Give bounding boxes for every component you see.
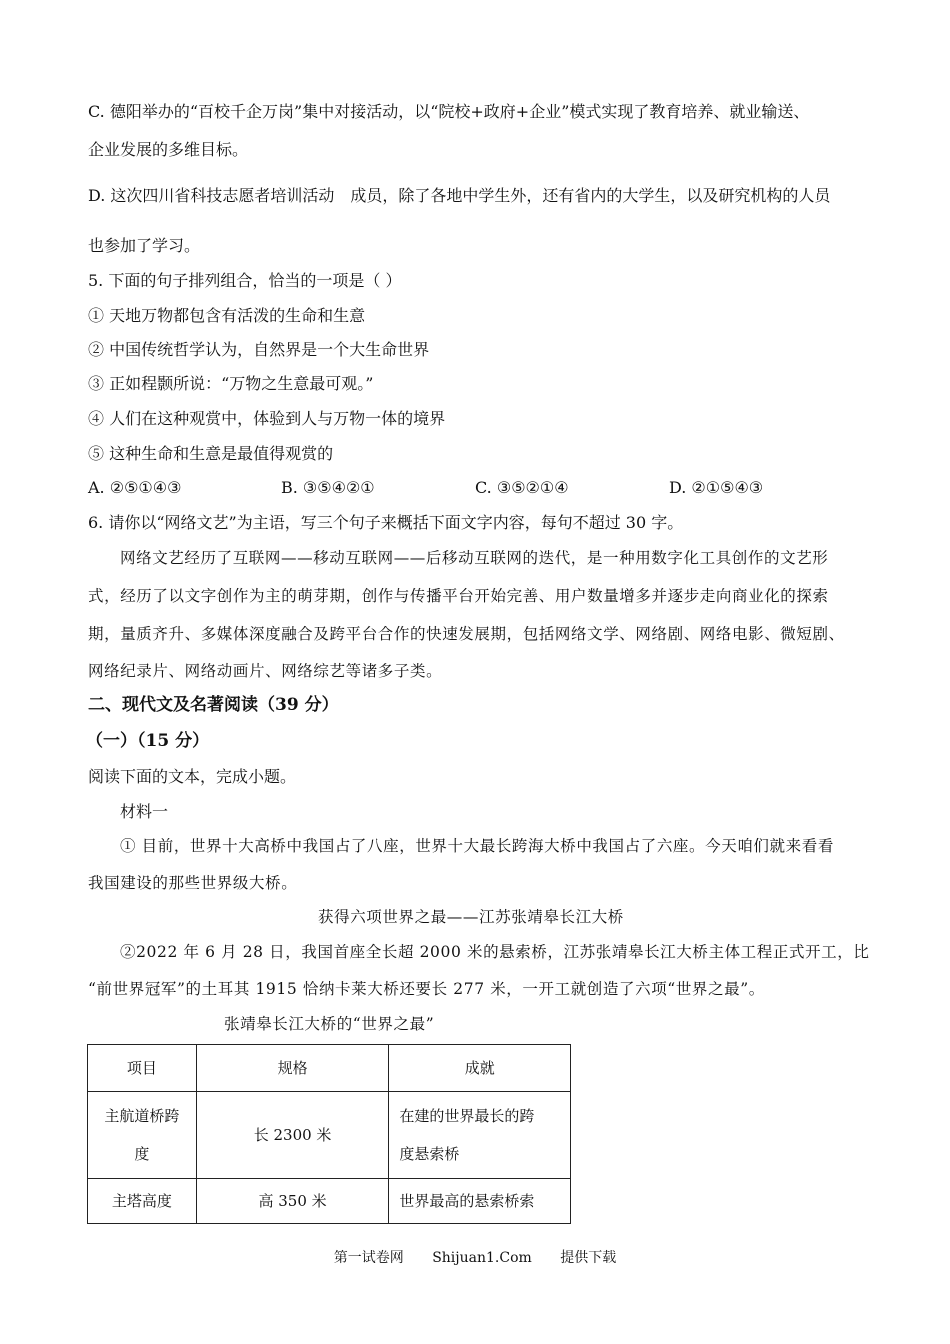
option-d-line1: D. 这次四川省科技志愿者培训活动 成员，除了各地中学生外，还有省内的大学生，以及研究机构的人员 — [88, 186, 831, 205]
subsection-heading: （一）（15 分） — [86, 731, 210, 751]
table-cell-spec: 长 2300 米 — [196, 1092, 389, 1179]
material-p1-line1: ① 目前，世界十大高桥中我国占了八座，世界十大最长跨海大桥中我国占了六座。今天咱们就来看看 — [120, 837, 834, 855]
footer-domain-link[interactable]: Shijuan1.Com — [432, 1250, 532, 1266]
table-row — [88, 1179, 571, 1224]
table-header-row — [88, 1045, 571, 1092]
q5-option-a: A. ②⑤①④③ — [88, 478, 182, 497]
footer-site-name: 第一试卷网 — [333, 1250, 404, 1266]
material-p2-line1: ②2022 年 6 月 28 日，我国首座全长超 2000 米的悬索桥，江苏张靖皋长江大桥主体工程正式开工，比 — [120, 943, 870, 961]
section-heading: 二、现代文及名著阅读（39 分） — [88, 695, 339, 715]
table-cell-achievement: 在建的世界最长的跨 度悬索桥 — [389, 1092, 571, 1179]
material-p2-line2: “前世界冠军”的土耳其 1915 恰纳卡莱大桥还要长 277 米，一开工就创造了六项“世界之最”。 — [88, 980, 765, 998]
table-cell-achievement: 世界最高的悬索桥索 — [389, 1179, 571, 1224]
table-row — [88, 1092, 571, 1179]
q5-item-4: ④ 人们在这种观赏中，体验到人与万物一体的境界 — [88, 409, 446, 428]
question-6-stem: 6. 请你以“网络文艺”为主语，写三个句子来概括下面文字内容，每句不超过 30 字。 — [88, 513, 684, 532]
option-c-line1: C. 德阳举办的“百校千企万岗”集中对接活动，以“院校+政府+企业”模式实现了教育培养、就业输送、 — [88, 102, 810, 121]
q5-item-5: ⑤ 这种生命和生意是最值得观赏的 — [88, 444, 334, 463]
option-c-line2: 企业发展的多维目标。 — [88, 140, 249, 159]
q5-option-c: C. ③⑤②①④ — [475, 478, 569, 497]
material-subtitle: 获得六项世界之最——江苏张靖皋长江大桥 — [318, 908, 624, 926]
table-cell-item: 主塔高度 — [88, 1179, 197, 1224]
table-header-achievement: 成就 — [389, 1045, 571, 1092]
q5-option-b: B. ③⑤④②① — [281, 478, 375, 497]
question-5-stem: 5. 下面的句子排列组合，恰当的一项是（ ） — [88, 271, 402, 290]
page-footer — [0, 1247, 950, 1267]
reading-instruction: 阅读下面的文本，完成小题。 — [88, 767, 297, 786]
table-cell-spec: 高 350 米 — [196, 1179, 389, 1224]
q5-item-3: ③ 正如程颢所说：“万物之生意最可观。” — [88, 374, 374, 393]
material-p1-line2: 我国建设的那些世界级大桥。 — [88, 874, 298, 892]
q6-text-line1: 网络文艺经历了互联网——移动互联网——后移动互联网的迭代，是一种用数字化工具创作的文艺形 — [120, 549, 829, 567]
q5-option-d: D. ②①⑤④③ — [669, 478, 764, 497]
q5-item-1: ① 天地万物都包含有活泼的生命和生意 — [88, 306, 366, 325]
q6-text-line3: 期，量质齐升、多媒体深度融合及跨平台合作的快速发展期，包括网络文学、网络剧、网络电影、微短剧、 — [88, 625, 845, 643]
table-header-spec: 规格 — [196, 1045, 389, 1092]
option-d-line2: 也参加了学习。 — [88, 236, 201, 255]
table-cell-item: 主航道桥跨 度 — [88, 1092, 197, 1179]
world-records-table — [87, 1044, 571, 1224]
footer-note: 提供下载 — [560, 1250, 617, 1266]
table-title: 张靖皋长江大桥的“世界之最” — [224, 1015, 435, 1033]
q5-item-2: ② 中国传统哲学认为，自然界是一个大生命世界 — [88, 340, 430, 359]
material-label: 材料一 — [120, 802, 169, 821]
table-header-item: 项目 — [88, 1045, 197, 1092]
q6-text-line2: 式，经历了以文字创作为主的萌芽期，创作与传播平台开始完善、用户数量增多并逐步走向商业化的探索 — [88, 587, 829, 605]
q6-text-line4: 网络纪录片、网络动画片、网络综艺等诸多子类。 — [88, 662, 443, 680]
